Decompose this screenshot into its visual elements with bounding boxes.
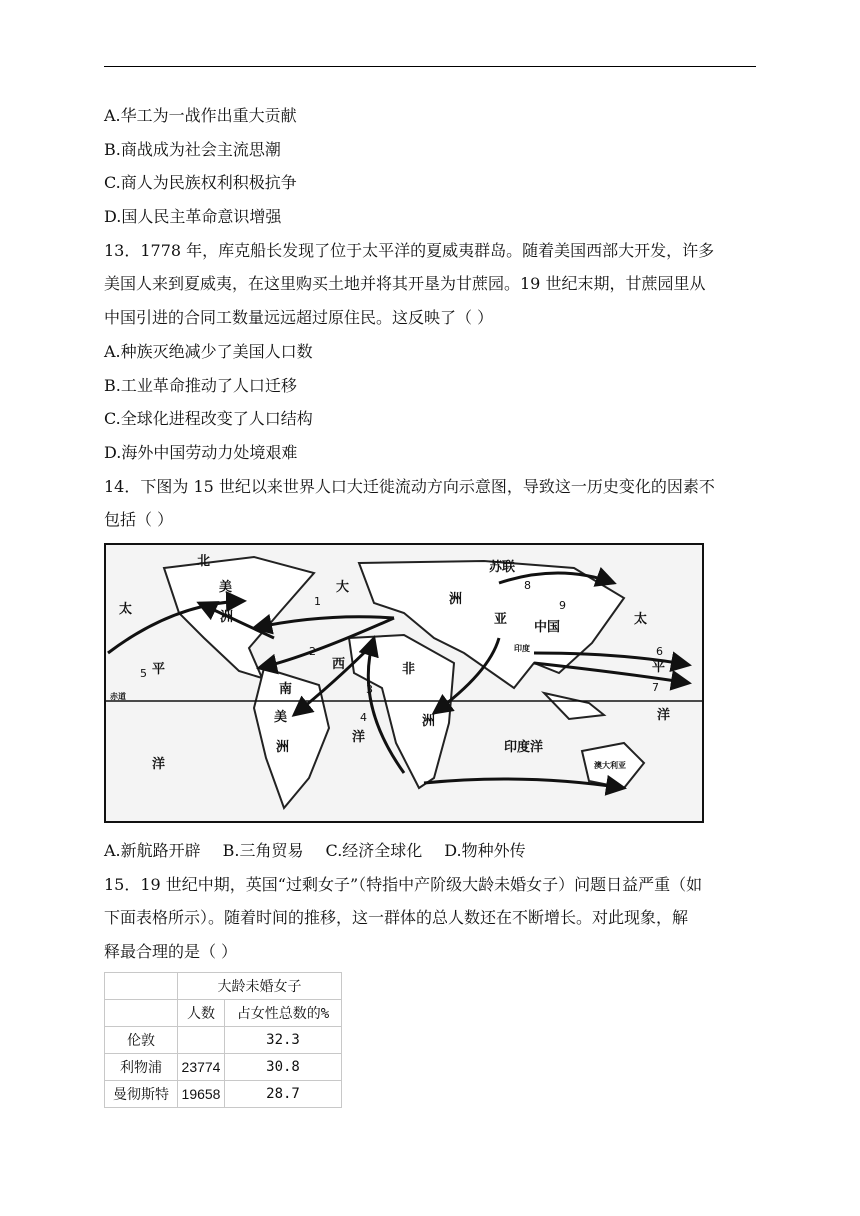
q14-option-d: D.物种外传 — [444, 841, 526, 860]
table-row — [105, 1081, 342, 1108]
map-label-yindu: 印度 — [514, 643, 530, 653]
map-label-tai-right: 太 — [634, 612, 648, 627]
q13-stem-line-2: 美国人来到夏威夷，在这里购买土地并将其开垦为甘蔗园。19 世纪末期，甘蔗园里从 — [104, 274, 706, 293]
map-label-ping-right: 平 — [652, 660, 666, 675]
table-row — [105, 1027, 342, 1054]
map-number-5: 5 — [140, 667, 147, 680]
map-label-tai-left: 太 — [119, 602, 133, 617]
table-cell-city: 伦敦 — [105, 1027, 178, 1054]
map-number-4: 4 — [360, 711, 367, 724]
map-number-9: 9 — [559, 599, 566, 612]
q13-option-a: A.种族灭绝减少了美国人口数 — [104, 342, 313, 361]
q15-stem-line-3: 释最合理的是（ ） — [104, 942, 238, 961]
map-number-3: 3 — [366, 683, 373, 696]
map-label-da: 大 — [336, 580, 350, 595]
q12-option-d: D.国人民主革命意识增强 — [104, 207, 282, 226]
q13-option-b: B.工业革命推动了人口迁移 — [104, 376, 297, 395]
table-cell-percent: 32.3 — [225, 1027, 342, 1054]
map-label-nan: 南 — [279, 682, 293, 697]
map-label-xi: 西 — [332, 657, 346, 672]
table-corner-cell — [105, 973, 178, 1000]
q12-option-b: B.商战成为社会主流思潮 — [104, 140, 281, 159]
map-number-6: 6 — [656, 645, 663, 658]
table-header-row — [105, 973, 342, 1000]
map-number-1: 1 — [314, 595, 321, 608]
map-label-yang-right: 洋 — [657, 708, 671, 723]
map-label-fei: 非 — [402, 662, 416, 677]
map-label-zhou-sa: 洲 — [276, 740, 290, 755]
map-label-ping-left: 平 — [152, 662, 166, 677]
map-label-suilian: 苏联 — [489, 560, 516, 575]
q15-stem-line-2: 下面表格所示）。随着时间的推移，这一群体的总人数还在不断增长。对此现象，解 — [104, 908, 689, 927]
map-label-mei: 美 — [274, 710, 288, 725]
map-label-zhou-af: 洲 — [422, 714, 436, 729]
q13-option-c: C.全球化进程改变了人口结构 — [104, 409, 313, 428]
q14-options — [104, 840, 548, 862]
table-cell-city: 曼彻斯特 — [105, 1081, 178, 1108]
table-col-header-count: 人数 — [178, 1000, 225, 1027]
table-row — [105, 1054, 342, 1081]
q12-option-c: C.商人为民族权利积极抗争 — [104, 173, 297, 192]
map-label-america-1: 美 — [219, 580, 233, 595]
map-number-8: 8 — [524, 579, 531, 592]
table-col-header-percent: 占女性总数的% — [225, 1000, 342, 1027]
q13-stem-line-3: 中国引进的合同工数量远远超过原住民。这反映了（ ） — [104, 308, 494, 327]
q14-stem-line-2: 包括（ ） — [104, 510, 174, 529]
table-cell-city: 利物浦 — [105, 1054, 178, 1081]
table-cell-count — [178, 1027, 225, 1054]
map-label-indian-ocean: 印度洋 — [504, 740, 544, 755]
q15-stem-line-1: 15．19 世纪中期，英国“过剩女子”（特指中产阶级大龄未婚女子）问题日益严重（如 — [104, 875, 703, 894]
map-number-7: 7 — [652, 681, 659, 694]
migration-map — [104, 543, 704, 823]
map-label-zhou-asia: 洲 — [449, 592, 463, 607]
table-subheader-row — [105, 1000, 342, 1027]
table-cell-percent: 30.8 — [225, 1054, 342, 1081]
table-cell-count: 23774 — [178, 1054, 225, 1081]
table-group-header: 大龄未婚女子 — [178, 973, 342, 1000]
map-label-equator: 赤道 — [110, 691, 126, 701]
map-label-australia: 澳大利亚 — [594, 760, 626, 770]
table-cell-percent: 28.7 — [225, 1081, 342, 1108]
unmarried-women-table — [104, 972, 342, 1108]
q14-option-a: A.新航路开辟 — [104, 841, 201, 860]
map-number-2: 2 — [309, 645, 316, 658]
map-label-america-2: 洲 — [220, 610, 234, 625]
q13-stem-line-1: 13．1778 年，库克船长发现了位于太平洋的夏威夷群岛。随着美国西部大开发，许多 — [104, 241, 715, 260]
map-label-ya: 亚 — [494, 612, 508, 627]
q14-option-c: C.经济全球化 — [325, 841, 423, 860]
header-rule — [104, 66, 756, 67]
map-label-yang-left: 洋 — [152, 757, 166, 772]
map-label-yang-atl: 洋 — [352, 730, 366, 745]
table-cell-count: 19658 — [178, 1081, 225, 1108]
q12-option-a: A.华工为一战作出重大贡献 — [104, 106, 297, 125]
map-label-north: 北 — [197, 554, 211, 569]
q14-option-b: B.三角贸易 — [222, 841, 304, 860]
q14-stem-line-1: 14．下图为 15 世纪以来世界人口大迁徙流动方向示意图，导致这一历史变化的因素不 — [104, 477, 715, 496]
q13-option-d: D.海外中国劳动力处境艰难 — [104, 443, 298, 462]
map-label-zhongguo: 中国 — [534, 620, 561, 635]
table-corner-cell — [105, 1000, 178, 1027]
